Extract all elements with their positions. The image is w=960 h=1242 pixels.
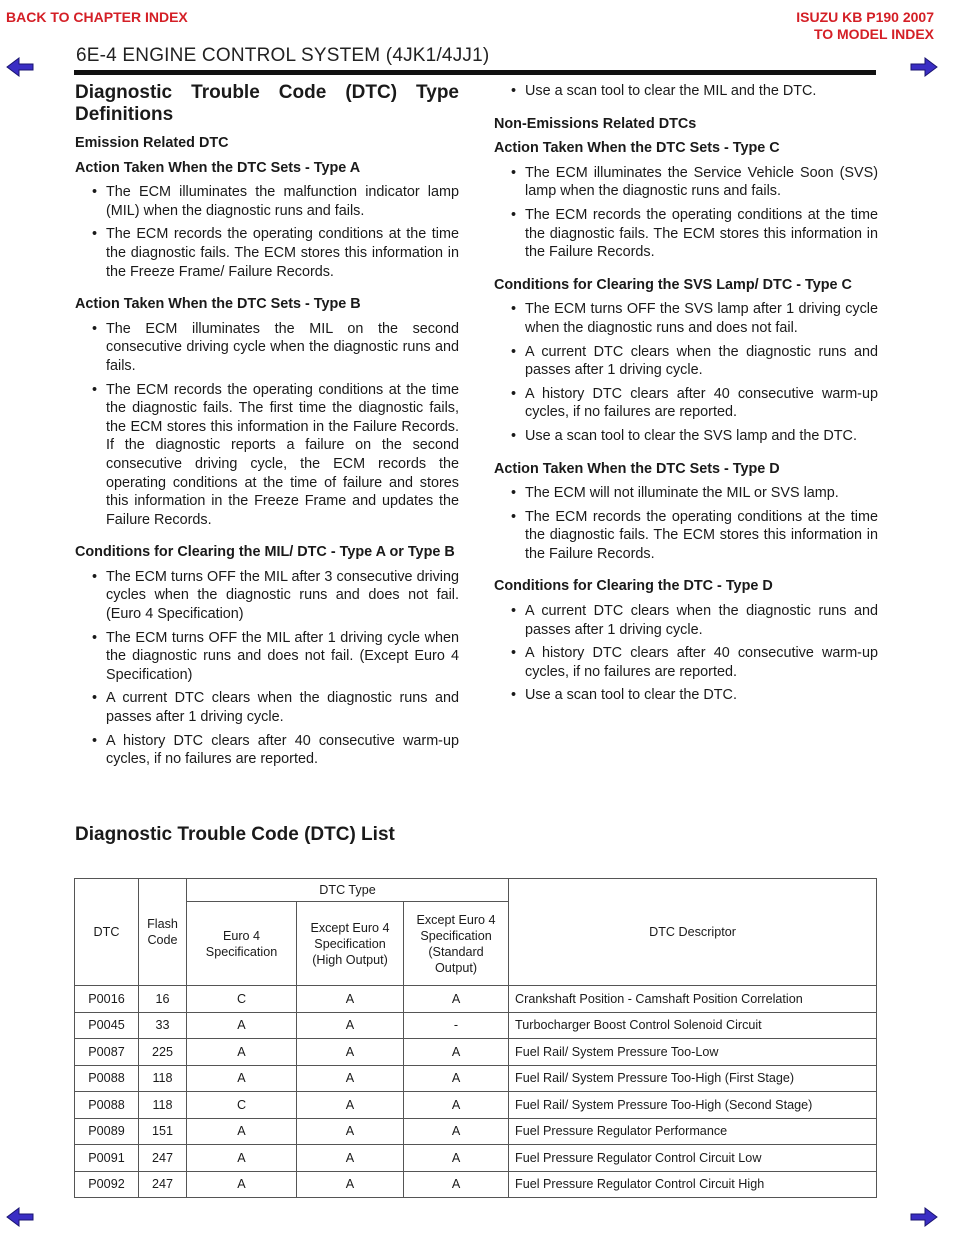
high-output-type-cell: A (297, 986, 404, 1013)
dtc-list-heading: Diagnostic Trouble Code (DTC) List (75, 824, 395, 845)
emission-related-label: Emission Related DTC (75, 135, 229, 151)
flash-code-cell: 151 (139, 1118, 187, 1145)
clear-type-d-heading: Conditions for Clearing the DTC - Type D (494, 578, 773, 595)
type-c-heading: Action Taken When the DTC Sets - Type C (494, 140, 780, 157)
standard-output-type-cell: - (404, 1012, 509, 1039)
descriptor-cell: Fuel Pressure Regulator Performance (509, 1118, 877, 1145)
descriptor-cell: Fuel Rail/ System Pressure Too-High (First Stage) (509, 1065, 877, 1092)
non-emission-label: Non-Emissions Related DTCs (494, 115, 697, 132)
right-column (494, 82, 878, 710)
high-output-type-cell: A (297, 1039, 404, 1066)
descriptor-cell: Fuel Rail/ System Pressure Too-High (Second Stage) (509, 1092, 877, 1119)
list-item: • The ECM turns OFF the MIL after 1 driving cycle when the diagnostic runs and does not fail. (Except Euro 4 Specification) (75, 629, 459, 685)
list-item: • A history DTC clears after 40 consecutive warm-up cycles, if no failures are reported. (494, 644, 878, 681)
descriptor-cell: Fuel Rail/ System Pressure Too-Low (509, 1039, 877, 1066)
descriptor-cell: Crankshaft Position - Camshaft Position Correlation (509, 986, 877, 1013)
table-row (75, 1171, 877, 1198)
high-output-type-cell: A (297, 1012, 404, 1039)
dtc-type-definitions-heading: Diagnostic Trouble Code (DTC) Type Definitions (75, 82, 459, 125)
descriptor-cell: Fuel Pressure Regulator Control Circuit Low (509, 1145, 877, 1172)
list-item: • A current DTC clears when the diagnostic runs and passes after 1 driving cycle. (494, 602, 878, 639)
list-item: • A current DTC clears when the diagnostic runs and passes after 1 driving cycle. (494, 343, 878, 380)
table-row (75, 1039, 877, 1066)
type-a-heading: Action Taken When the DTC Sets - Type A (75, 159, 361, 176)
type-b-heading: Action Taken When the DTC Sets - Type B (75, 296, 361, 313)
euro4-column-header: Euro 4 Specification (187, 902, 297, 986)
standard-output-type-cell: A (404, 1171, 509, 1198)
dtc-table (74, 878, 877, 1198)
page-header-title: 6E-4 ENGINE CONTROL SYSTEM (4JK1/4JJ1) (76, 45, 490, 66)
dtc-code-cell: P0045 (75, 1012, 139, 1039)
euro4-type-cell: A (187, 1065, 297, 1092)
previous-page-arrow-icon[interactable] (6, 56, 34, 78)
clear-type-c-list (494, 300, 878, 445)
table-row (75, 1092, 877, 1119)
continued-list (494, 82, 878, 101)
list-item: • Use a scan tool to clear the MIL and the DTC. (494, 82, 878, 101)
dtc-descriptor-column-header: DTC Descriptor (509, 879, 877, 986)
standard-output-type-cell: A (404, 1145, 509, 1172)
list-item: • The ECM illuminates the malfunction indicator lamp (MIL) when the diagnostic runs and fails. (75, 183, 459, 220)
euro4-type-cell: A (187, 1171, 297, 1198)
clear-type-c-heading: Conditions for Clearing the SVS Lamp/ DTC - Type C (494, 276, 852, 293)
model-index-link[interactable] (796, 9, 934, 43)
dtc-code-cell: P0089 (75, 1118, 139, 1145)
type-a-list (75, 183, 459, 281)
flash-code-cell: 247 (139, 1145, 187, 1172)
high-output-type-cell: A (297, 1092, 404, 1119)
to-model-index-label: TO MODEL INDEX (813, 26, 934, 42)
table-row (75, 1118, 877, 1145)
list-item: • The ECM turns OFF the MIL after 3 consecutive driving cycles when the diagnostic runs and does not fail. (Euro 4 Specification) (75, 568, 459, 624)
euro4-type-cell: C (187, 986, 297, 1013)
except-euro4-high-column-header: Except Euro 4 Specification (High Output) (297, 902, 404, 986)
flash-code-cell: 33 (139, 1012, 187, 1039)
high-output-type-cell: A (297, 1118, 404, 1145)
type-c-list (494, 164, 878, 262)
euro4-type-cell: A (187, 1039, 297, 1066)
descriptor-cell: Turbocharger Boost Control Solenoid Circuit (509, 1012, 877, 1039)
list-item: • The ECM records the operating conditions at the time the diagnostic fails. The ECM stores this information in the Failure Records. (494, 508, 878, 564)
table-row (75, 1145, 877, 1172)
list-item: • The ECM will not illuminate the MIL or SVS lamp. (494, 484, 878, 503)
dtc-code-cell: P0088 (75, 1092, 139, 1119)
dtc-code-cell: P0092 (75, 1171, 139, 1198)
list-item: • The ECM records the operating conditions at the time the diagnostic fails. The ECM stores this information in the Freeze Frame/ Failure Records. (75, 225, 459, 281)
except-euro4-standard-column-header: Except Euro 4 Specification (Standard Output) (404, 902, 509, 986)
high-output-type-cell: A (297, 1145, 404, 1172)
list-item: • Use a scan tool to clear the DTC. (494, 686, 878, 705)
standard-output-type-cell: A (404, 986, 509, 1013)
standard-output-type-cell: A (404, 1065, 509, 1092)
high-output-type-cell: A (297, 1065, 404, 1092)
dtc-code-cell: P0087 (75, 1039, 139, 1066)
list-item: • Use a scan tool to clear the SVS lamp and the DTC. (494, 427, 878, 446)
table-row (75, 1065, 877, 1092)
table-row (75, 1012, 877, 1039)
euro4-type-cell: A (187, 1012, 297, 1039)
standard-output-type-cell: A (404, 1092, 509, 1119)
back-to-chapter-index-link[interactable]: BACK TO CHAPTER INDEX (6, 9, 188, 25)
euro4-type-cell: A (187, 1145, 297, 1172)
flash-code-cell: 225 (139, 1039, 187, 1066)
flash-code-cell: 16 (139, 986, 187, 1013)
dtc-type-header: DTC Type (187, 879, 509, 902)
left-column (75, 82, 459, 774)
list-item: • The ECM records the operating conditions at the time the diagnostic fails. The ECM stores this information in the Failure Records. (494, 206, 878, 262)
model-title: ISUZU KB P190 2007 (796, 9, 934, 25)
type-b-list (75, 320, 459, 530)
flash-code-cell: 247 (139, 1171, 187, 1198)
descriptor-cell: Fuel Pressure Regulator Control Circuit High (509, 1171, 877, 1198)
dtc-code-cell: P0091 (75, 1145, 139, 1172)
euro4-type-cell: A (187, 1118, 297, 1145)
high-output-type-cell: A (297, 1171, 404, 1198)
clear-type-d-list (494, 602, 878, 705)
list-item: • The ECM illuminates the Service Vehicle Soon (SVS) lamp when the diagnostic runs and fails. (494, 164, 878, 201)
euro4-type-cell: C (187, 1092, 297, 1119)
standard-output-type-cell: A (404, 1118, 509, 1145)
list-item: • A history DTC clears after 40 consecutive warm-up cycles, if no failures are reported. (75, 732, 459, 769)
dtc-code-cell: P0016 (75, 986, 139, 1013)
list-item: • The ECM records the operating conditions at the time the diagnostic fails. The first time the diagnostic fails, the ECM stores this information in the Failure Records. If the diagnostic reports a failure on the second consecutive driving cycle, the ECM records the operating conditions at the time of failure and stores this information in the Freeze Frame and updates the Failure Records. (75, 381, 459, 530)
list-item: • A history DTC clears after 40 consecutive warm-up cycles, if no failures are reported. (494, 385, 878, 422)
type-d-heading: Action Taken When the DTC Sets - Type D (494, 460, 780, 477)
flash-code-cell: 118 (139, 1092, 187, 1119)
next-page-arrow-icon[interactable] (910, 1206, 938, 1228)
list-item: • The ECM turns OFF the SVS lamp after 1 driving cycle when the diagnostic runs and does not fail. (494, 300, 878, 337)
dtc-column-header: DTC (75, 879, 139, 986)
clear-type-ab-list (75, 568, 459, 769)
flash-code-cell: 118 (139, 1065, 187, 1092)
dtc-code-cell: P0088 (75, 1065, 139, 1092)
next-page-arrow-icon[interactable] (910, 56, 938, 78)
list-item: • The ECM illuminates the MIL on the second consecutive driving cycle when the diagnostic runs and fails. (75, 320, 459, 376)
clear-type-ab-heading: Conditions for Clearing the MIL/ DTC - Type A or Type B (75, 544, 455, 561)
list-item: • A current DTC clears when the diagnostic runs and passes after 1 driving cycle. (75, 689, 459, 726)
previous-page-arrow-icon[interactable] (6, 1206, 34, 1228)
table-row (75, 986, 877, 1013)
header-divider (74, 70, 876, 75)
type-d-list (494, 484, 878, 563)
flash-code-column-header: Flash Code (139, 879, 187, 986)
standard-output-type-cell: A (404, 1039, 509, 1066)
